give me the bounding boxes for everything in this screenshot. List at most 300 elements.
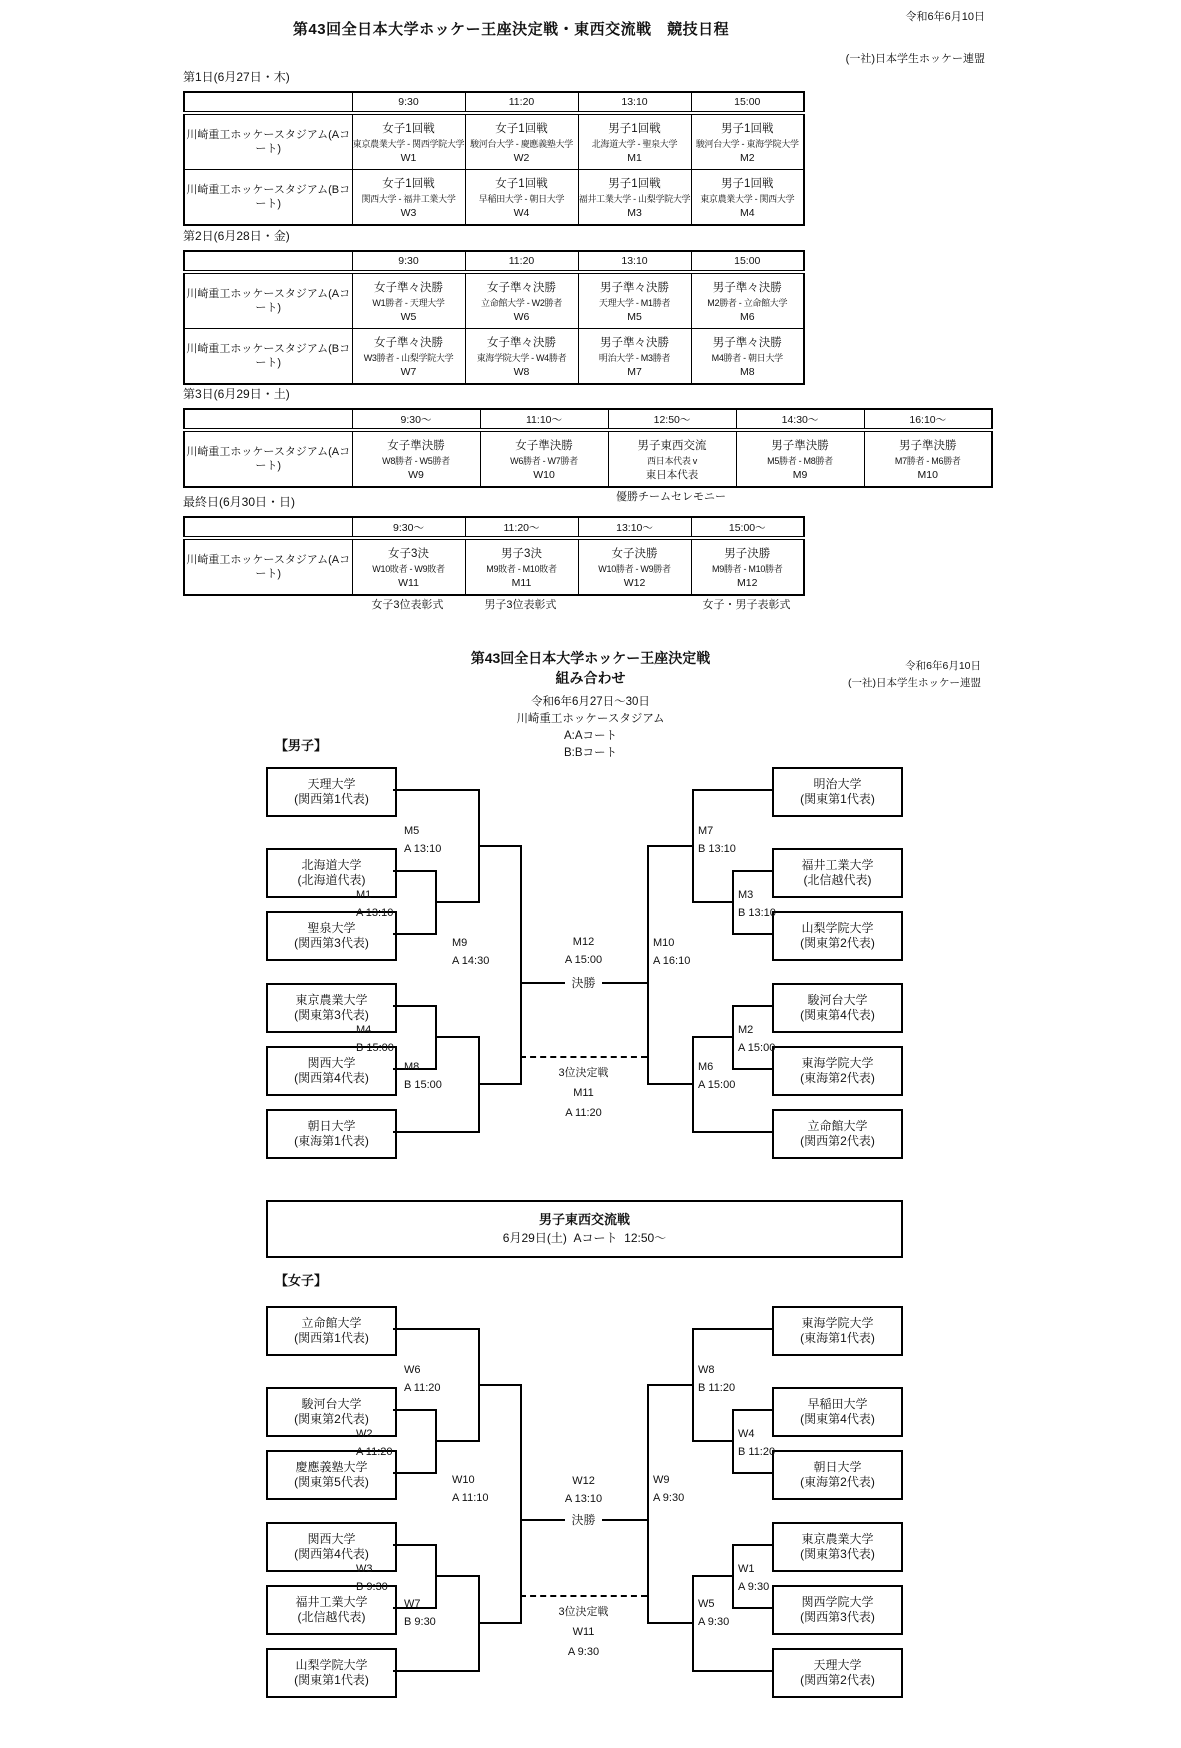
match-teams: W10勝者 - W9勝者: [598, 564, 671, 574]
team-seed: (関西第2代表): [800, 1134, 875, 1148]
match-code: M1: [356, 889, 372, 901]
match-slot: A 9:30: [698, 1616, 730, 1628]
final-label: 決勝: [520, 974, 647, 991]
team-seed: (関東第2代表): [294, 1412, 369, 1426]
match-cell: [608, 430, 736, 487]
bracket-line: [393, 1409, 435, 1411]
team-box: [772, 1306, 903, 1356]
final-match-label: [520, 933, 647, 969]
match-type: 女子準決勝: [387, 440, 445, 452]
bracket-meta: [0, 694, 1181, 762]
match-type: 女子準々決勝: [374, 337, 443, 349]
team-seed: (関東第4代表): [800, 1412, 875, 1426]
bracket-line: [393, 933, 435, 935]
team-name: 関西学院大学: [801, 1595, 874, 1609]
venue-cell: 川崎重工ホッケースタジアム(Aコート): [184, 113, 352, 170]
team-name: 東京農業大学: [295, 993, 368, 1007]
match-code: W11: [398, 577, 419, 589]
match-slot: B 13:10: [738, 907, 776, 919]
venue-cell: 川崎重工ホッケースタジアム(Bコート): [184, 170, 352, 226]
team-seed: (北信越代表): [297, 1610, 366, 1624]
team-box: [772, 1046, 903, 1096]
match-code: W1: [400, 152, 417, 164]
time-header: 14:30～: [736, 409, 864, 430]
match-label: [738, 1425, 775, 1461]
bracket-line: [435, 1575, 478, 1577]
match-teams: W8勝者 - W5勝者: [382, 456, 450, 466]
match-label: [738, 886, 776, 922]
team-name: 天理大学: [813, 1658, 862, 1672]
match-code: M6: [739, 311, 755, 323]
match-slot: A 11:10: [452, 1492, 489, 1504]
match-code: M8: [739, 366, 755, 378]
match-label: [698, 822, 736, 858]
match-teams: 天理大学 - M1勝者: [598, 298, 671, 308]
match-slot: A 9:30: [738, 1581, 770, 1593]
team-name: 明治大学: [813, 777, 862, 791]
bracket-line: [692, 1036, 732, 1038]
match-label: [452, 934, 489, 970]
match-teams: W1勝者 - 天理大学: [372, 298, 445, 308]
bracket-line: [647, 845, 649, 1085]
match-code: W1: [738, 1563, 755, 1575]
match-teams: 福井工業大学 - 山梨学院大学: [578, 194, 691, 204]
match-teams: M7勝者 - M6勝者: [894, 456, 961, 466]
team-box: [772, 1450, 903, 1500]
match-code: M7: [627, 366, 642, 378]
match-code: W10: [452, 1474, 475, 1486]
match-code: M12: [737, 577, 758, 589]
match-cell: [736, 430, 864, 487]
match-code: W3: [356, 1563, 373, 1575]
match-label: [698, 1361, 735, 1397]
match-label: [738, 1560, 769, 1596]
match-label: [452, 1471, 489, 1507]
match-type: 女子準決勝: [515, 440, 573, 452]
match-code: W9: [653, 1474, 670, 1486]
match-code: M11: [573, 1087, 594, 1099]
time-header: 15:00: [691, 251, 804, 272]
team-name: 慶應義塾大学: [295, 1460, 368, 1474]
match-cell: [578, 329, 691, 385]
match-slot: B 15:00: [404, 1079, 442, 1091]
match-teams: W10敗者 - W9敗者: [372, 564, 445, 574]
match-code: M4: [356, 1024, 372, 1036]
match-code: W9: [408, 469, 424, 481]
match-label: [404, 1595, 436, 1631]
team-name: 駿河台大学: [301, 1397, 362, 1411]
match-code: M2: [739, 152, 755, 164]
match-slot: A 13:10: [564, 1493, 603, 1505]
bracket-line: [732, 1472, 772, 1474]
match-cell: [578, 170, 691, 226]
team-seed: (東海第1代表): [294, 1134, 369, 1148]
match-teams: 立命館大学 - W2勝者: [481, 298, 562, 308]
bracket-line: [393, 789, 478, 791]
match-teams: 早稲田大学 - 朝日大学: [478, 194, 565, 204]
team-box: [266, 1648, 397, 1698]
match-label: [356, 1425, 393, 1461]
match-label: [738, 1021, 775, 1057]
team-seed: (北信越代表): [803, 873, 872, 887]
match-teams: 東海学院大学 - W4勝者: [476, 353, 567, 363]
bracket-line: [692, 1575, 694, 1672]
bracket-line: [692, 789, 772, 791]
match-label: [404, 1361, 441, 1397]
match-type: 女子準々決勝: [374, 282, 443, 294]
match-teams: 東京農業大学 - 関西学院大学: [352, 139, 465, 149]
team-name: 立命館大学: [807, 1119, 868, 1133]
page-title: 第43回全日本大学ホッケー王座決定戦・東西交流戦 競技日程: [292, 21, 730, 38]
match-code: M5: [627, 311, 642, 323]
match-type: 男子1回戦: [608, 123, 661, 135]
bracket-title: 第43回全日本大学ホッケー王座決定戦: [470, 650, 711, 666]
match-teams: 北海道大学 - 聖泉大学: [591, 139, 678, 149]
corner-cell: [184, 517, 352, 538]
match-code: W6: [404, 1364, 421, 1376]
match-slot: B 13:10: [698, 843, 736, 855]
bracket-line: [692, 901, 732, 903]
match-code: W7: [404, 1598, 421, 1610]
final-label: 決勝: [520, 1511, 647, 1528]
match-teams: 西日本代表 v: [647, 456, 697, 466]
team-name: 東海学院大学: [801, 1056, 874, 1070]
time-header: 11:10～: [480, 409, 608, 430]
match-slot: B 11:20: [698, 1382, 736, 1394]
match-code: M10: [653, 937, 675, 949]
match-code: W12: [572, 1475, 595, 1487]
match-type: 女子1回戦: [382, 178, 435, 190]
team-seed: (関東第3代表): [800, 1547, 875, 1561]
bracket-venue: 川崎重工ホッケースタジアム: [516, 713, 665, 725]
team-seed: (東海第2代表): [800, 1071, 875, 1085]
match-code: M9: [452, 937, 468, 949]
match-cell: [691, 329, 804, 385]
match-code: M1: [627, 152, 642, 164]
court-a-note: A:Aコート: [563, 730, 618, 742]
match-cell: [352, 272, 465, 329]
award-note-men3rd: 男子3位表彰式: [484, 599, 557, 611]
match-cell: [578, 272, 691, 329]
bracket-line: [393, 1544, 435, 1546]
bracket-date: 令和6年6月10日: [905, 660, 981, 672]
day-label: 第2日(6月28日・金): [183, 229, 290, 243]
bracket-line: [647, 1384, 649, 1624]
match-type: 女子3決: [388, 548, 429, 560]
team-seed: (関西第1代表): [294, 792, 369, 806]
match-type: 男子準決勝: [899, 440, 957, 452]
time-header: 9:30～: [352, 409, 480, 430]
match-code: M5: [404, 825, 420, 837]
bracket-line: [692, 1036, 694, 1133]
bracket-line: [732, 870, 734, 935]
team-name: 山梨学院大学: [801, 921, 874, 935]
women-section-label: 【女子】: [275, 1273, 328, 1288]
bracket-line: [732, 1068, 772, 1070]
team-name: 東京農業大学: [801, 1532, 874, 1546]
match-cell: [465, 538, 578, 595]
team-seed: (関西第2代表): [800, 1673, 875, 1687]
match-cell: [352, 170, 465, 226]
team-box: [772, 1522, 903, 1572]
match-label: [698, 1058, 735, 1094]
team-box: [266, 1306, 397, 1356]
match-slot: A 11:20: [404, 1382, 441, 1394]
team-seed: (関西第1代表): [294, 1331, 369, 1345]
match-code: M4: [739, 207, 755, 219]
match-code: W5: [400, 311, 417, 323]
team-name: 福井工業大学: [295, 1595, 368, 1609]
schedule-table-day4: [183, 516, 805, 596]
match-code: W4: [513, 207, 530, 219]
match-cell: [465, 272, 578, 329]
exchange-box: [266, 1200, 903, 1258]
day4-section: [183, 495, 805, 611]
match-code: W2: [513, 152, 530, 164]
match-teams: M9勝者 - M10勝者: [712, 564, 783, 574]
match-code: W8: [698, 1364, 715, 1376]
team-seed: (関東第3代表): [294, 1008, 369, 1022]
match-label: [653, 934, 690, 970]
bracket-period: 令和6年6月27日～30日: [531, 696, 650, 708]
match-cell: [352, 538, 465, 595]
bracket-line: [732, 1005, 772, 1007]
team-box: [266, 767, 397, 817]
match-code: W6: [513, 311, 530, 323]
team-seed: (関東第1代表): [800, 792, 875, 806]
match-code: M11: [511, 577, 532, 589]
match-type: 男子準決勝: [771, 440, 829, 452]
team-name: 東海学院大学: [801, 1316, 874, 1330]
time-header: 11:20～: [465, 517, 578, 538]
venue-cell: 川崎重工ホッケースタジアム(Aコート): [184, 430, 352, 487]
time-header: 13:10: [578, 251, 691, 272]
match-code: W11: [572, 1626, 595, 1638]
match-type: 男子3決: [501, 548, 542, 560]
match-cell: [465, 329, 578, 385]
team-seed: (北海道代表): [297, 873, 366, 887]
day2-section: [183, 229, 805, 385]
match-type: 男子準々決勝: [712, 282, 782, 294]
match-cell: [352, 329, 465, 385]
match-slot: A 15:00: [564, 954, 603, 966]
third-place-label: 3位決定戦 M11 A 11:20: [520, 1063, 647, 1123]
team-seed: (関西第4代表): [294, 1071, 369, 1085]
team-seed: (関西第3代表): [294, 936, 369, 950]
bracket-line: [393, 1472, 435, 1474]
team-name: 駿河台大学: [807, 993, 868, 1007]
bracket-line: [732, 1409, 772, 1411]
bracket-line: [692, 1328, 694, 1442]
award-note-finals: 女子・男子表彰式: [702, 599, 791, 611]
match-slot: A 13:10: [356, 907, 394, 919]
match-type: 男子東西交流: [637, 440, 707, 452]
bracket-line: [478, 1622, 520, 1624]
team-seed: (関西第4代表): [294, 1547, 369, 1561]
match-slot: B 15:00: [356, 1042, 394, 1054]
bracket-line: [732, 1607, 772, 1609]
match-code: M9: [792, 469, 808, 481]
match-cell: [691, 170, 804, 226]
match-code: M12: [572, 936, 595, 948]
bracket-line: [692, 1670, 772, 1672]
match-cell: [691, 272, 804, 329]
time-header: 13:10: [578, 92, 691, 113]
bracket-line: [732, 1544, 734, 1609]
match-slot: A 15:00: [698, 1079, 736, 1091]
bracket-line: [435, 901, 478, 903]
time-header: 15:00～: [691, 517, 804, 538]
match-code: M6: [698, 1061, 714, 1073]
match-teams: 関西大学 - 福井工業大学: [361, 194, 456, 204]
match-cell: [864, 430, 992, 487]
match-teams: M9敗者 - M10敗者: [486, 564, 557, 574]
match-cell: [465, 113, 578, 170]
team-box: [772, 1109, 903, 1159]
bracket-line: [393, 1328, 478, 1330]
team-name: 関西大学: [307, 1056, 356, 1070]
venue-cell: 川崎重工ホッケースタジアム(Aコート): [184, 272, 352, 329]
team-name: 天理大学: [307, 777, 356, 791]
match-type: 男子準々決勝: [712, 337, 782, 349]
bracket-line: [732, 870, 772, 872]
schedule-table-day2: [183, 250, 805, 385]
schedule-table-day1: [183, 91, 805, 226]
bracket-line: [435, 1440, 478, 1442]
team-name: 北海道大学: [301, 858, 362, 872]
team-box: [772, 1387, 903, 1437]
match-teams: M5勝者 - M8勝者: [767, 456, 833, 466]
court-b-note: B:Bコート: [563, 747, 618, 759]
match-slot: A 9:30: [567, 1646, 600, 1658]
match-teams: 駿河台大学 - 東海学院大学: [695, 139, 799, 149]
match-code: M3: [738, 889, 754, 901]
match-cell: [691, 538, 804, 595]
match-code: W10: [533, 469, 555, 481]
match-type: 女子1回戦: [495, 178, 548, 190]
match-type: 男子決勝: [724, 548, 771, 560]
match-type: 男子1回戦: [721, 123, 774, 135]
venue-cell: 川崎重工ホッケースタジアム(Bコート): [184, 329, 352, 385]
schedule-table-day3: [183, 408, 993, 488]
match-teams: W3勝者 - 山梨学院大学: [363, 353, 454, 363]
team-box: [772, 1585, 903, 1635]
final-match-label: [520, 1472, 647, 1508]
organization: (一社)日本学生ホッケー連盟: [845, 53, 985, 65]
match-code: M7: [698, 825, 714, 837]
team-seed: (東海第2代表): [800, 1475, 875, 1489]
match-label: [356, 886, 393, 922]
match-slot: B 9:30: [356, 1581, 388, 1593]
match-teams: 東京農業大学 - 関西大学: [700, 194, 795, 204]
match-slot: A 11:20: [356, 1446, 393, 1458]
match-label: [356, 1021, 394, 1057]
team-name: 聖泉大学: [307, 921, 356, 935]
match-code: 東日本代表: [645, 469, 699, 481]
team-box: [772, 767, 903, 817]
team-box: [772, 911, 903, 961]
match-label: [404, 822, 441, 858]
match-code: M2: [738, 1024, 754, 1036]
match-cell: [691, 113, 804, 170]
match-label: [404, 1058, 442, 1094]
bracket-line: [692, 1440, 732, 1442]
match-cell: [578, 113, 691, 170]
match-slot: A 11:20: [565, 1107, 602, 1119]
match-slot: A 9:30: [653, 1492, 685, 1504]
match-label: [698, 1595, 729, 1631]
bracket-line-dashed: [520, 1056, 647, 1058]
match-teams: 駿河台大学 - 慶應義塾大学: [470, 139, 573, 149]
team-box: [772, 1648, 903, 1698]
match-teams: M2勝者 - 立命館大学: [707, 298, 788, 308]
match-slot: A 14:30: [452, 955, 490, 967]
match-code: W4: [738, 1428, 755, 1440]
bracket-line: [393, 1131, 478, 1133]
bracket-line: [393, 870, 435, 872]
corner-cell: [184, 92, 352, 113]
bracket-line: [393, 1005, 435, 1007]
bracket-line: [692, 1328, 772, 1330]
time-header: 9:30: [352, 92, 465, 113]
bracket-line: [647, 1384, 692, 1386]
third-place-label: 3位決定戦 W11 A 9:30: [520, 1602, 647, 1662]
award-note-women3rd: 女子3位表彰式: [371, 599, 444, 611]
time-header: 15:00: [691, 92, 804, 113]
bracket-line: [647, 845, 692, 847]
corner-cell: [184, 409, 352, 430]
match-code: M3: [627, 207, 642, 219]
team-name: 朝日大学: [307, 1119, 356, 1133]
match-slot: B 11:20: [738, 1446, 776, 1458]
bracket-line: [692, 789, 694, 903]
match-code: W5: [698, 1598, 715, 1610]
bracket-line-dashed: [520, 1595, 647, 1597]
venue-cell: 川崎重工ホッケースタジアム(Aコート): [184, 538, 352, 595]
match-type: 男子1回戦: [608, 178, 661, 190]
men-section-label: 【男子】: [275, 738, 328, 753]
bracket-line: [478, 1384, 520, 1386]
team-seed: (関東第4代表): [800, 1008, 875, 1022]
day-label: 第1日(6月27日・木): [183, 70, 290, 84]
match-type: 男子準々決勝: [600, 282, 669, 294]
time-header: 13:10～: [578, 517, 691, 538]
day-label: 第3日(6月29日・土): [183, 387, 290, 401]
team-seed: (関東第5代表): [294, 1475, 369, 1489]
ceremony-note: 優勝チームセレモニー: [616, 491, 726, 503]
match-cell: [578, 538, 691, 595]
match-code: W12: [623, 577, 646, 589]
day1-section: [183, 70, 805, 226]
match-code: W3: [400, 207, 417, 219]
time-header: 16:10～: [864, 409, 992, 430]
match-slot: A 16:10: [653, 955, 691, 967]
team-box: [772, 983, 903, 1033]
team-name: 関西大学: [307, 1532, 356, 1546]
team-name: 山梨学院大学: [295, 1658, 368, 1672]
time-header: 9:30: [352, 251, 465, 272]
bracket-line: [435, 1036, 478, 1038]
time-header: 11:20: [465, 92, 578, 113]
bracket-line: [478, 1083, 520, 1085]
match-code: W7: [400, 366, 417, 378]
match-slot: B 9:30: [404, 1616, 436, 1628]
match-type: 女子1回戦: [495, 123, 548, 135]
match-type: 女子準々決勝: [487, 337, 556, 349]
match-code: M10: [917, 469, 938, 481]
issue-date: 令和6年6月10日: [905, 11, 985, 23]
corner-cell: [184, 251, 352, 272]
